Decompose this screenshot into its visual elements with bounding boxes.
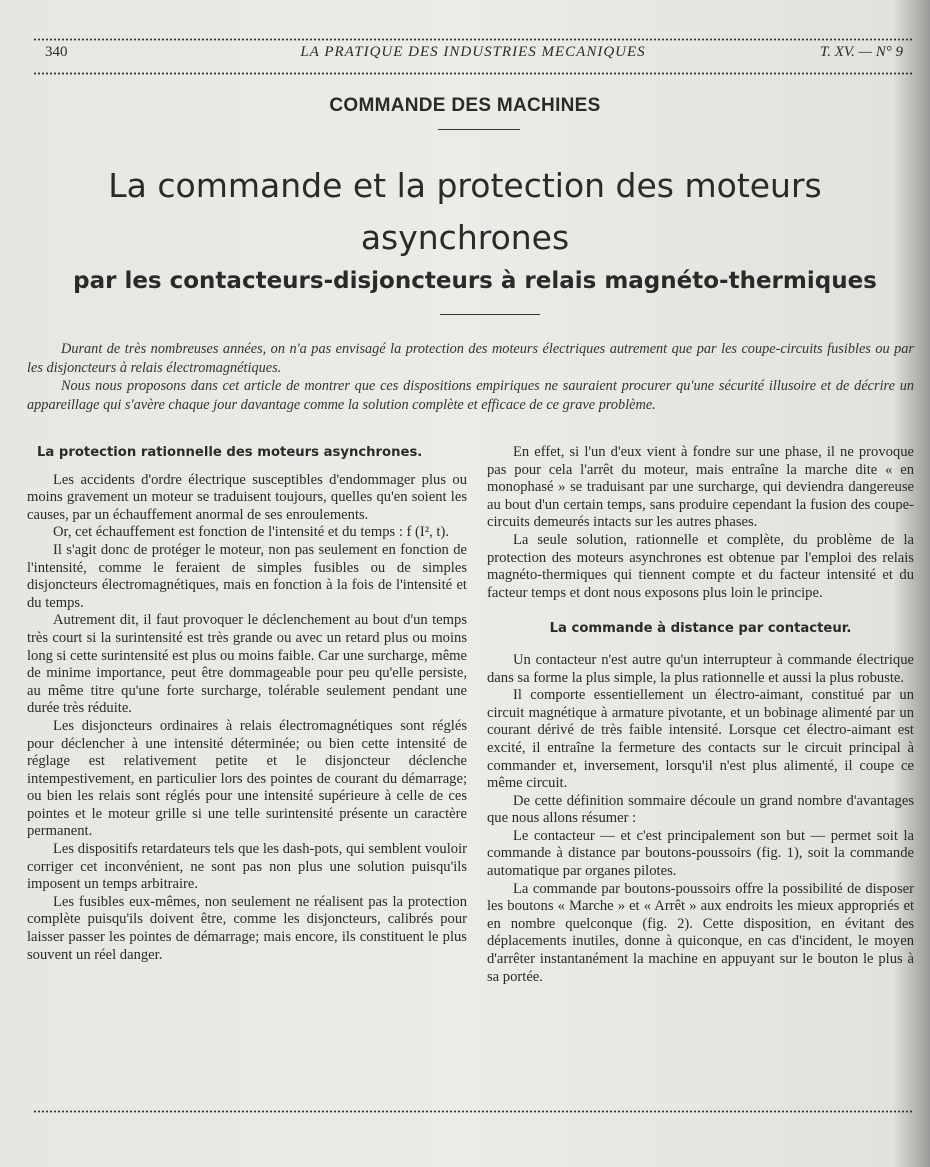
subheading-contacteur: La commande à distance par contacteur. <box>549 621 852 637</box>
section-rule <box>438 129 520 130</box>
top-dotted-rule <box>33 38 913 41</box>
paragraph: Autrement dit, il faut provoquer le déclenchement au bout d'un temps très court si la surintensité est très grande ou avec un retard plus ou moins long si cette surintensité est plus ou moins faible. Car une surcharge, même de minime importance, peut être dommageable pour peu qu'elle persiste, au même titre qu'une forte surcharge, tolérable seulement pendant une durée très réduite. <box>27 612 467 717</box>
paragraph: Les accidents d'ordre électrique susceptibles d'endommager plus ou moins gravement un moteur se traduisent toujours, quelles qu'en soient les causes, par un échauffement anormal de ses enroulements. <box>27 471 467 523</box>
page-number: 340 <box>45 44 68 60</box>
paragraph: Il comporte essentiellement un électro-aimant, constitué par un circuit magnétique à armature pivotante, et un bobinage alimenté par un courant dérivé de très faible intensité. Lorsque cet électro-aimant est excité, il entraîne la fermeture des contacts sur le circuit principal à commander et, inversement, lorsqu'il n'est plus alimenté, il coupe ce même circuit. <box>487 687 914 792</box>
article-subtitle: par les contacteurs-disjoncteurs à relais magnéto-thermiques <box>73 268 877 294</box>
bottom-dotted-rule <box>33 1110 913 1113</box>
paragraph: Il s'agit donc de protéger le moteur, non pas seulement en fonction de l'intensité, comme le feraient de simples fusibles ou de simples disjoncteurs électromagnétiques, mais en fonction à la fois de l'intensité et du temps. <box>27 541 467 611</box>
subheading-protection: La protection rationnelle des moteurs asynchrones. <box>37 445 423 460</box>
section-heading: COMMANDE DES MACHINES <box>329 95 601 116</box>
journal-title: LA PRATIQUE DES INDUSTRIES MECANIQUES <box>300 44 646 60</box>
paragraph: Les dispositifs retardateurs tels que les dash-pots, qui semblent vouloir corriger cet inconvénient, ne sont pas non plus une solution puisqu'ils imposent un temps arbitraire. <box>27 841 467 893</box>
intro-paragraph: Durant de très nombreuses années, on n'a pas envisagé la protection des moteurs électriques autrement que par les coupe-circuits fusibles ou par les disjoncteurs à relais électromagnétiques. <box>27 341 914 376</box>
header-dotted-rule <box>33 72 913 75</box>
paragraph: Les fusibles eux-mêmes, non seulement ne réalisent pas la protection complète puisqu'ils doivent être, comme les disjoncteurs, calibrés pour laisser passer les pointes de démarrage; mais encore, ils constituent le plus souvent un réel danger. <box>27 893 467 963</box>
paragraph: Les disjoncteurs ordinaires à relais électromagnétiques sont réglés pour déclencher à une intensité déterminée; ou bien cette intensité de réglage est relativement petite et le disjoncteur déclenche intempestivement, en particulier lors des pointes de courant du démarrage; ou bien les relais sont réglés pour une intensité supérieure à celle de ces pointes et le moteur grille si une telle surintensité présente un caractère permanent. <box>27 717 467 840</box>
paragraph: Un contacteur n'est autre qu'un interrupteur à commande électrique dans sa forme la plus simple, la plus rationnelle et aussi la plus robuste. <box>487 651 914 686</box>
title-rule <box>440 314 540 315</box>
intro-paragraph: Nous nous proposons dans cet article de montrer que ces dispositions empiriques ne sauraient procurer qu'une sécurité illusoire et de décrire un appareillage qui s'avère chaque jour davantage comme la solution complète et efficace de ce grave problème. <box>27 378 914 413</box>
paragraph: En effet, si l'un d'eux vient à fondre sur une phase, il ne provoque pas pour cela l'arrêt du moteur, mais entraîne la marche dite « en monophasé » se traduisant par une surcharge, qui deviendra dangereuse au bout d'un certain temps, sans produire cependant la fusion des coupe-circuits demeurés intacts sur les autres phases. <box>487 444 914 531</box>
paragraph: Le contacteur — et c'est principalement son but — permet soit la commande à distance par boutons-poussoirs (fig. 1), soit la commande automatique par organes pilotes. <box>487 827 914 880</box>
article-title-line-1: La commande et la protection des moteurs <box>108 166 822 205</box>
volume-number: T. XV. — N° 9 <box>820 44 903 60</box>
paragraph: De cette définition sommaire découle un grand nombre d'avantages que nous allons résumer : <box>487 792 914 827</box>
right-column <box>487 444 914 986</box>
article-introduction <box>27 340 914 414</box>
paragraph: La commande par boutons-poussoirs offre la possibilité de disposer les boutons « Marche » et « Arrêt » aux endroits les mieux appropriés et en nombre quelconque (fig. 2). Cette disposition, en évitant des déplacements inutiles, donne à quiconque, en cas d'incident, le moyen d'arrêter instantanément la machine en appuyant sur le bouton le plus à sa portée. <box>487 880 914 985</box>
paragraph: Or, cet échauffement est fonction de l'intensité et du temps : f (I², t). <box>53 524 449 541</box>
article-title-line-2: asynchrones <box>360 218 570 257</box>
left-column <box>27 444 467 964</box>
paragraph: La seule solution, rationnelle et complète, du problème de la protection des moteurs asynchrones est obtenue par l'emploi des relais magnéto-thermiques qui tiennent compte et du facteur intensité et du facteur temps et dont nous exposons plus loin le principe. <box>487 531 914 601</box>
running-header <box>33 44 913 64</box>
